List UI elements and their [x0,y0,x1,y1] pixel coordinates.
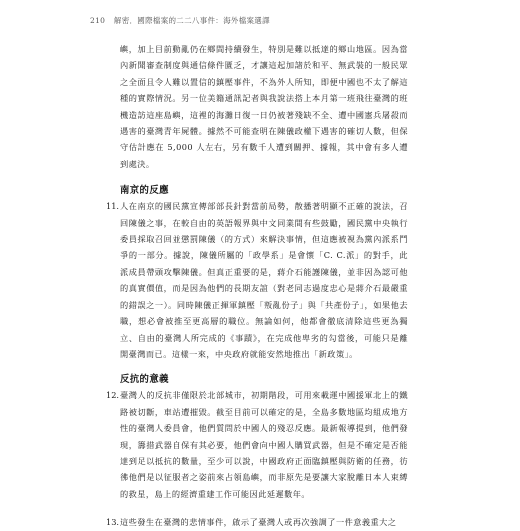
paragraph-12 [106,387,408,502]
book-title: 解密．國際檔案的二二八事件：海外檔案選譯 [113,16,270,25]
paragraph-13 [106,514,408,530]
paragraph-11 [106,198,408,362]
section-heading-resistance: 反抗的意義 [120,374,169,386]
continued-paragraph: 嶼，加上目前動亂仍在鄉間持續發生，特別是難以抵達的鄉山地區。因為當內新聞審查制度與通信條件匱乏，才讓這起加諸於和平、無武裝的一般民眾之全面且令人難以置信的鎮壓事件，不為外人所知，即便中國也不太了解這種的實際情況。另一位美籍通訊記者與我說法搭上本月第一班飛往臺灣的班機造訪這座島嶼，這裡的海灘日復一日仍被著殘缺不全、遭中國憲兵屠殺而遇害的臺灣青年屍體。據然不可能查明在陳儀政權下遇害的確切人數，但保守估計應在 5,000 人左右，另有數千人遭到關押、據報，其中會有多人遭到處決。 [120,44,408,169]
paragraph-text: 這些發生在臺灣的悲情事件，啟示了臺灣人或再次強調了一件意義重大之 [120,517,397,528]
paragraph-number: 13. [106,517,120,528]
running-head [90,15,270,26]
paragraph-text: 人在南京的國民黨宣傳部部長針對當前局勢，散播著明顯不正確的說法，召回陳儀之事，在較自由的英語報界與中文同業間有些鼓勵，國民黨中央執行委員採取召回並懲罰陳儀（的方式）來解決事情，但這應被視為黨內派系鬥爭的一部分。據說，陳儀所屬的「政學系」是會懷「C. C.派」的對手，此派成員帶頭攻擊陳儀。但真正重要的是，蔣介石能護陳儀，並非因為認可他的真實價值，而是因為他們的長期友誼（對老同志過度忠心是蔣介石最嚴重的錯誤之一）。同時陳儀正揮軍鎮壓「叛亂份子」與「共產份子」，如果他去職，想必會被推至更高層的職位。無論如何，他都會徹底清除這些更為獨立、自由的臺灣人所完成的《事蹟》，在完成他卑劣的勾當後，可能只是離開臺灣而已。這樣一來，中央政府就能安然地推出「新政策」。 [120,201,408,359]
paragraph-number: 11. [106,201,120,212]
paragraph-text: 臺灣人的反抗非僅限於北部城市，初期階段，可用來載運中國援軍北上的鐵路被切斷，車站遭摧毀。截至目前可以確定的是，全島多數地區均組成地方性的臺灣人委員會，他們質問於中國人的殘忍反應。最新報導提到，他們發現，籌措武器自保有其必要，他們會向中國人購買武器，但是不確定是否能達到足以抵抗的數量，至少可以說，中國政府正面臨鎮壓與防衛的任務，彷彿他們是以征服者之姿前來占領島嶼，而非原先是要讓大家脫離日本人束縛的救星，島上的經濟重建工作可能因此延遲數年。 [120,390,408,499]
section-heading-nanjing: 南京的反應 [120,185,169,197]
page-number: 210 [90,16,106,25]
paragraph-number: 12. [106,390,120,401]
body-text [106,41,408,531]
